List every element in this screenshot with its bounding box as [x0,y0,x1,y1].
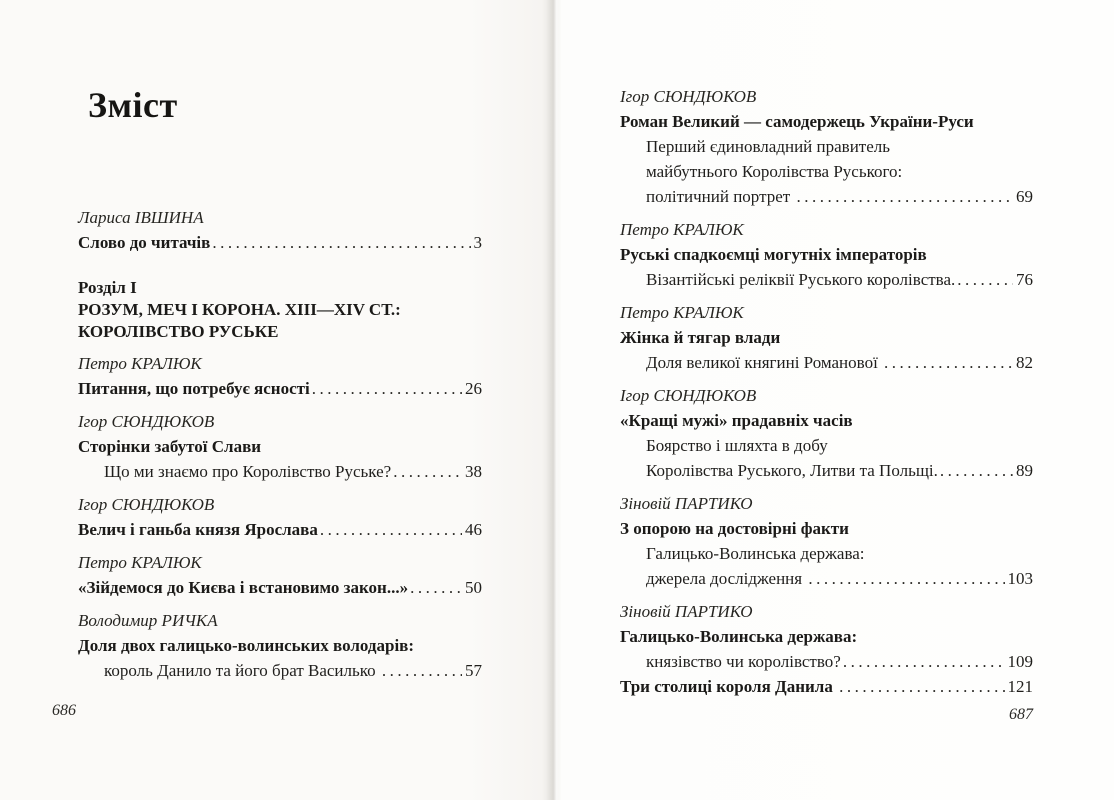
toc-entry-text: майбутнього Королівства Руського: [646,162,903,181]
toc-author [620,383,1033,408]
toc-author [620,84,1033,109]
toc-author [78,409,482,434]
dot-leader [312,376,462,401]
dot-leader [410,575,462,600]
toc-entry-text: Слово до читачів [78,233,211,252]
toc-author [620,599,1033,624]
toc-entry-text: Ігор СЮНДЮКОВ [78,412,215,431]
toc-entry-text: Петро КРАЛЮК [620,303,744,322]
toc-title [78,575,482,600]
toc-title [620,325,1033,350]
toc-author [78,351,482,376]
toc-page-number: 121 [1007,677,1033,696]
page-gutter-shadow [546,0,560,800]
toc-entry-text: З опорою на достовірні факти [620,519,849,538]
toc-page-number: 38 [465,462,482,481]
toc-title [620,109,1033,134]
toc-section [78,277,482,343]
toc-page-number: 89 [1016,461,1033,480]
dot-leader [957,267,1013,292]
toc-entry-text: Петро КРАЛЮК [78,354,202,373]
dot-leader [843,649,1005,674]
dot-leader [839,674,1004,699]
toc-page-number: 46 [465,520,482,539]
toc-entry-text: Доля великої княгині Романової [646,353,883,372]
toc-subtitle [620,458,1033,483]
toc-author [78,492,482,517]
toc-entry-text: «Кращі мужі» прадавніх часів [620,411,853,430]
toc-title [78,517,482,542]
toc-subtitle [620,134,1033,159]
toc-subtitle [78,658,482,683]
toc-title [78,434,482,459]
toc-entry-text: Ігор СЮНДЮКОВ [620,87,757,106]
toc-title [620,516,1033,541]
toc-section-line: РОЗУМ, МЕЧ І КОРОНА. XIII—XIV СТ.: [78,300,401,319]
right-page-toc-column [620,76,1033,699]
toc-author [78,608,482,633]
toc-entry-text: Зіновій ПАРТИКО [620,602,753,621]
toc-page-number: 3 [473,233,482,252]
toc-subtitle [620,433,1033,458]
toc-subtitle [620,566,1033,591]
toc-entry-text: князівство чи королівство? [646,652,841,671]
toc-entry-text: Петро КРАЛЮК [620,220,744,239]
toc-entry-text: Зіновій ПАРТИКО [620,494,753,513]
toc-subtitle [620,350,1033,375]
dot-leader [940,458,1013,483]
toc-entry-text: Візантійські реліквії Руського королівства. [646,270,956,289]
toc-entry-text: Три столиці короля Данила [620,677,838,696]
toc-entry-text: Питання, що потребує ясності [78,379,310,398]
toc-title [620,624,1033,649]
toc-heading: Зміст [88,85,178,125]
toc-entry-text: король Данило та його брат Василько [104,661,380,680]
toc-page-number: 103 [1007,569,1033,588]
toc-author [620,217,1033,242]
toc-entry-text: Володимир РИЧКА [78,611,218,630]
toc-title [78,633,482,658]
toc-subtitle [78,459,482,484]
toc-entry-text: Перший єдиновладний правитель [646,137,891,156]
toc-author [620,300,1033,325]
toc-entry-text: Велич і ганьба князя Ярослава [78,520,318,539]
toc-subtitle [620,159,1033,184]
toc-page-number: 50 [465,578,482,597]
toc-page-number: 57 [465,661,482,680]
toc-entry-text: Ігор СЮНДЮКОВ [620,386,757,405]
dot-leader [884,350,1013,375]
toc-entry-text: Жінка й тягар влади [620,328,781,347]
toc-author [620,491,1033,516]
toc-entry-text: Лариса ІВШИНА [78,208,204,227]
toc-title [78,230,482,255]
toc-section-line: КОРОЛІВСТВО РУСЬКЕ [78,322,279,341]
dot-leader [382,658,462,683]
toc-author [78,550,482,575]
toc-page-number: 76 [1016,270,1033,289]
toc-entry-text: «Зійдемося до Києва і встановимо закон...» [78,578,409,597]
toc-entry-text: Галицько-Волинська держава: [620,627,858,646]
toc-entry-text: Руські спадкоємці могутніх імператорів [620,245,927,264]
toc-entry-text: джерела дослідження [646,569,807,588]
toc-page-number: 69 [1016,187,1033,206]
toc-subtitle [620,541,1033,566]
toc-entry-text: Роман Великий — самодержець України-Руси [620,112,974,131]
toc-entry-text: політичний портрет [646,187,795,206]
toc-title [78,376,482,401]
folio-left: 686 [52,702,76,719]
toc-page-number: 26 [465,379,482,398]
toc-subtitle [620,649,1033,674]
toc-author [78,205,482,230]
left-page-toc-column [78,197,482,683]
folio-right: 687 [1009,706,1033,723]
dot-leader [808,566,1004,591]
toc-entry-text: Ігор СЮНДЮКОВ [78,495,215,514]
toc-subtitle [620,184,1033,209]
toc-entry-text: Королівства Руського, Литви та Польщі. [646,461,938,480]
toc-entry-text: Сторінки забутої Слави [78,437,262,456]
toc-entry-text: Боярство і шляхта в добу [646,436,828,455]
dot-leader [320,517,462,542]
toc-entry-text: Петро КРАЛЮК [78,553,202,572]
toc-title [620,242,1033,267]
toc-subtitle [620,267,1033,292]
dot-leader [212,230,470,255]
toc-title [620,408,1033,433]
toc-entry-text: Галицько-Волинська держава: [646,544,865,563]
toc-page-number: 109 [1007,652,1033,671]
dot-leader [796,184,1013,209]
toc-entry-text: Доля двох галицько-волинських володарів: [78,636,415,655]
toc-page-number: 82 [1016,353,1033,372]
toc-title [620,674,1033,699]
toc-entry-text: Що ми знаємо про Королівство Руське? [104,462,392,481]
toc-section-line: Розділ I [78,278,137,297]
dot-leader [393,459,462,484]
